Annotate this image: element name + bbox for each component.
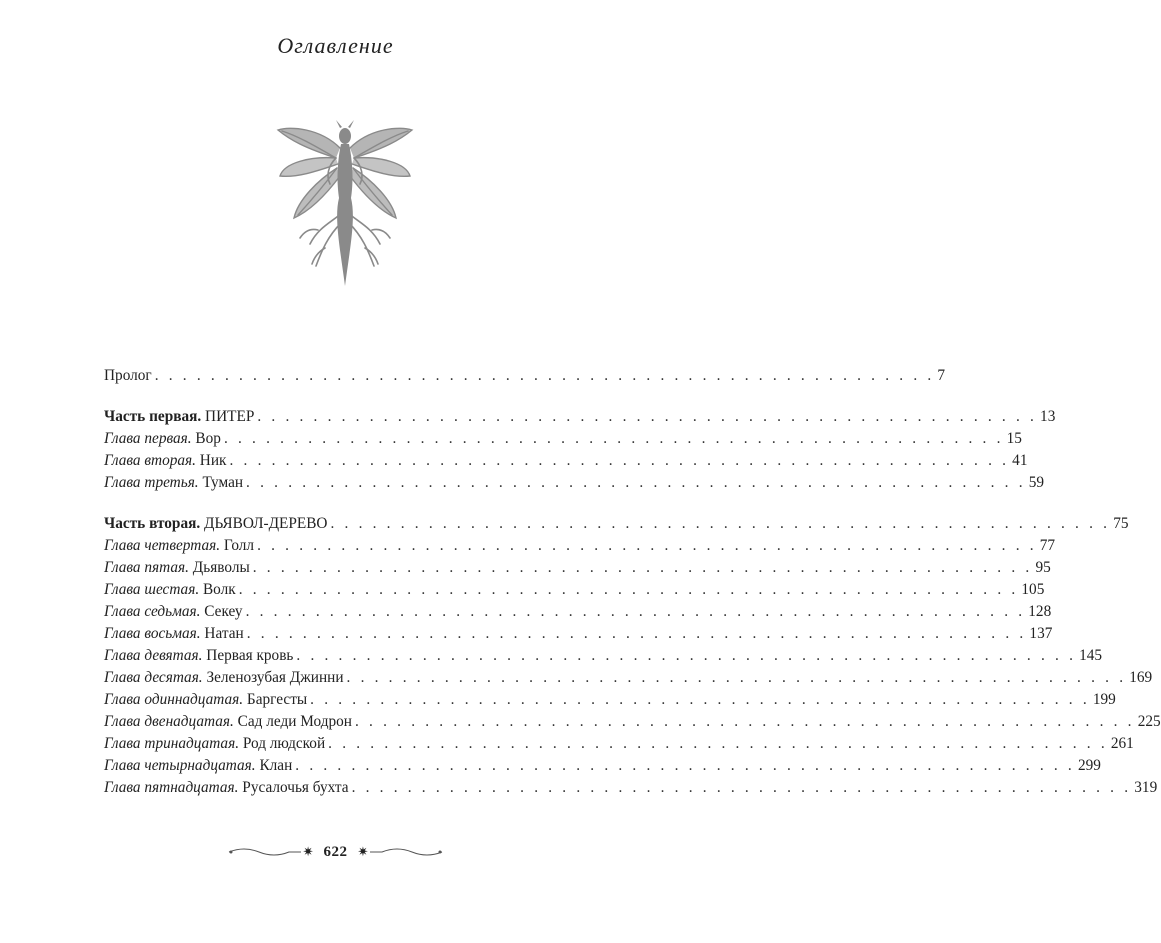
leader-dots: . . . . . . . . . . . . . . . . . . . . . . . . . . . . . . . . . . . . . . . . . . . . . . . . . . . . . . . . [154,367,935,384]
toc-entry-label [104,755,292,777]
chapter-title: Волк [199,581,236,598]
toc-entry-label [104,557,250,579]
toc-entry-label: Пролог [104,367,152,384]
toc-page-number: 75 [1113,515,1129,532]
leader-dots: . . . . . . . . . . . . . . . . . . . . . . . . . . . . . . . . . . . . . . . . . . . . . . . . . . . . . . . . [310,691,1090,708]
part-title: ПИТЕР [201,408,255,425]
toc-entry-chapter[interactable] [104,472,1045,494]
leader-dots: . . . . . . . . . . . . . . . . . . . . . . . . . . . . . . . . . . . . . . . . . . . . . . . . . . . . . . . . [252,559,1033,576]
star-ornament-icon: ✷ [302,844,314,859]
leader-dots: . . . . . . . . . . . . . . . . . . . . . . . . . . . . . . . . . . . . . . . . . . . . . . . . . . . . . . . . [295,757,1075,774]
part-1-chapter-list [104,428,1045,494]
part-heading: Часть первая. [104,408,202,425]
left-flourish-icon [227,847,303,857]
leader-dots: . . . . . . . . . . . . . . . . . . . . . . . . . . . . . . . . . . . . . . . . . . . . . . . . . . . . . . . . [330,515,1111,532]
toc-entry-chapter[interactable] [104,535,1056,557]
leader-dots: . . . . . . . . . . . . . . . . . . . . . . . . . . . . . . . . . . . . . . . . . . . . . . . . . . . . . . . . [296,647,1077,664]
toc-entry-chapter[interactable] [104,623,1053,645]
leader-dots: . . . . . . . . . . . . . . . . . . . . . . . . . . . . . . . . . . . . . . . . . . . . . . . . . . . . . . . . [355,713,1135,730]
chapter-title: Первая кровь [202,647,294,664]
leader-dots: . . . . . . . . . . . . . . . . . . . . . . . . . . . . . . . . . . . . . . . . . . . . . . . . . . . . . . . . [246,625,1027,642]
toc-entry-part-1[interactable] [104,406,1056,428]
leader-dots: . . . . . . . . . . . . . . . . . . . . . . . . . . . . . . . . . . . . . . . . . . . . . . . . . . . . . . . . [257,408,1038,425]
toc-entry-label [104,711,352,733]
toc-page-number: 319 [1134,779,1158,796]
leader-dots: . . . . . . . . . . . . . . . . . . . . . . . . . . . . . . . . . . . . . . . . . . . . . . . . . . . . . . . . [257,537,1037,554]
toc-page-number: 7 [937,367,946,384]
toc-entry-label [104,689,307,711]
toc-entry-chapter[interactable] [104,557,1051,579]
toc-page-number: 137 [1029,625,1053,642]
part-2-chapter-list [104,535,1161,799]
toc-page-number: 77 [1039,537,1056,554]
chapter-heading: Глава третья. [104,474,199,491]
page-footer [0,840,671,864]
right-flourish-icon [368,847,444,857]
chapter-heading: Глава пятнадцатая. [104,779,239,796]
chapter-heading: Глава четырнадцатая. [104,757,256,774]
leader-dots: . . . . . . . . . . . . . . . . . . . . . . . . . . . . . . . . . . . . . . . . . . . . . . . . . . . . . . . . [328,735,1108,752]
toc-entry-label [104,733,325,755]
toc-entry-chapter[interactable] [104,645,1103,667]
leader-dots: . . . . . . . . . . . . . . . . . . . . . . . . . . . . . . . . . . . . . . . . . . . . . . . . . . . . . . . . [246,474,1026,491]
chapter-heading: Глава шестая. [104,581,200,598]
chapter-title: Голл [220,537,255,554]
leader-dots: . . . . . . . . . . . . . . . . . . . . . . . . . . . . . . . . . . . . . . . . . . . . . . . . . . . . . . . . [238,581,1019,598]
toc-entry-label [104,535,254,557]
toc-page-number: 41 [1012,452,1028,469]
toc-page-number: 299 [1077,757,1101,774]
toc-entry-label [104,667,344,689]
chapter-heading: Глава десятая. [104,669,203,686]
toc-entry-label [104,777,349,799]
toc-entry-chapter[interactable] [104,755,1101,777]
section-gap [104,494,584,513]
toc-entry-label [104,472,243,494]
page-title: Оглавление [277,33,394,58]
chapter-heading: Глава седьмая. [104,603,201,620]
leader-dots: . . . . . . . . . . . . . . . . . . . . . . . . . . . . . . . . . . . . . . . . . . . . . . . . . . . . . . . . [229,452,1010,469]
chapter-heading: Глава восьмая. [104,625,201,642]
leader-dots: . . . . . . . . . . . . . . . . . . . . . . . . . . . . . . . . . . . . . . . . . . . . . . . . . . . . . . . . [351,779,1132,796]
toc-page-number: 105 [1021,581,1045,598]
leader-dots: . . . . . . . . . . . . . . . . . . . . . . . . . . . . . . . . . . . . . . . . . . . . . . . . . . . . . . . . [346,669,1127,686]
chapter-title: Дьяволы [188,559,250,576]
chapter-title: Секеу [200,603,243,620]
toc-entry-chapter[interactable] [104,711,1161,733]
toc-entry-chapter[interactable] [104,601,1052,623]
chapter-heading: Глава девятая. [104,647,203,664]
chapter-title: Вор [191,430,221,447]
toc-page-number: 128 [1028,603,1052,620]
chapter-title: Сад леди Модрон [233,713,352,730]
chapter-title: Натан [200,625,244,642]
chapter-title: Клан [255,757,293,774]
part-heading: Часть вторая. [104,515,201,532]
toc-entry-label [104,601,243,623]
toc-page-number: 225 [1137,713,1161,730]
toc-page-number: 59 [1028,474,1045,491]
leader-dots: . . . . . . . . . . . . . . . . . . . . . . . . . . . . . . . . . . . . . . . . . . . . . . . . . . . . . . . . [223,430,1004,447]
toc-entry-chapter[interactable] [104,689,1116,711]
toc-entry-label [104,645,293,667]
leader-dots: . . . . . . . . . . . . . . . . . . . . . . . . . . . . . . . . . . . . . . . . . . . . . . . . . . . . . . . . [245,603,1026,620]
toc-entry-chapter[interactable] [104,667,1153,689]
toc-page-number: 261 [1110,735,1134,752]
toc-entry-chapter[interactable] [104,450,1028,472]
chapter-heading: Глава вторая. [104,452,196,469]
chapter-title: Туман [198,474,244,491]
toc-entry-prolog[interactable] [104,365,946,387]
chapter-heading: Глава одиннадцатая. [104,691,244,708]
toc-page-number: 15 [1006,430,1022,447]
chapter-title: Ник [195,452,227,469]
chapter-heading: Глава двенадцатая. [104,713,234,730]
toc-entry-label [104,579,236,601]
chapter-heading: Глава первая. [104,430,192,447]
toc-entry-label [104,450,226,472]
toc-entry-label [104,406,254,428]
chapter-heading: Глава четвертая. [104,537,221,554]
toc-entry-chapter[interactable] [104,579,1045,601]
chapter-title: Русалочья бухта [238,779,349,796]
toc-entry-chapter[interactable] [104,428,1022,450]
toc-entry-label [104,513,327,535]
toc-page-number: 199 [1092,691,1116,708]
toc-entry-chapter[interactable] [104,777,1158,799]
chapter-title: Зеленозубая Джинни [202,669,344,686]
toc-page-number: 169 [1129,669,1153,686]
chapter-heading: Глава тринадцатая. [104,735,240,752]
page-number: 622 [323,843,348,860]
toc-entry-label [104,623,244,645]
toc-entry-part-2[interactable] [104,513,1129,535]
toc-entry-chapter[interactable] [104,733,1134,755]
chapter-title: Род людской [239,735,326,752]
fairy-tree-icon [270,118,420,298]
toc-page-number: 145 [1079,647,1103,664]
star-ornament-icon: ✷ [357,844,369,859]
toc-page-number: 95 [1035,559,1051,576]
chapter-title: Баргесты [243,691,308,708]
toc-entry-label [104,428,221,450]
toc-page-number: 13 [1040,408,1056,425]
part-title: ДЬЯВОЛ-ДЕРЕВО [200,515,328,532]
chapter-heading: Глава пятая. [104,559,189,576]
table-of-contents [104,365,1161,799]
